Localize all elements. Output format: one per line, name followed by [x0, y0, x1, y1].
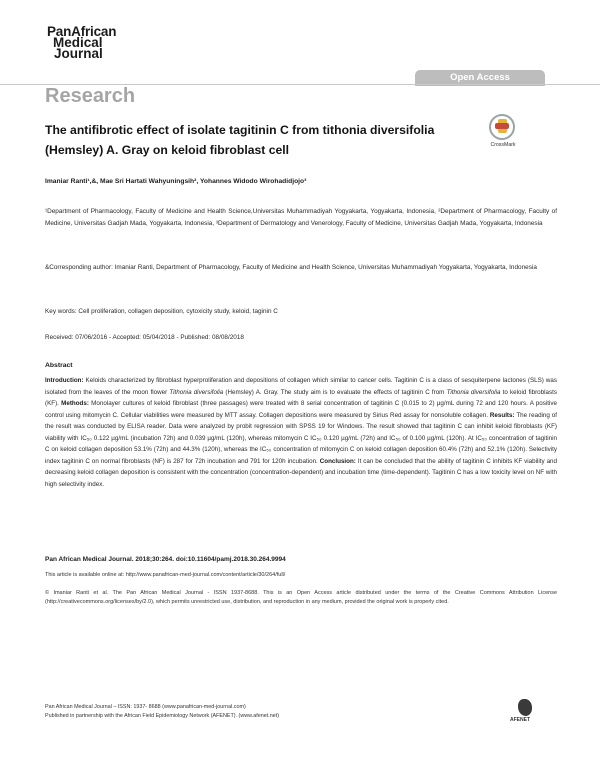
- page-footer: [45, 703, 515, 720]
- section-label: Research: [45, 85, 136, 107]
- afenet-label: AFENET: [510, 717, 530, 723]
- conclusion-label: Conclusion:: [319, 457, 356, 465]
- intro-text-b: (Hemsley) A. Gray. The study aim is to evaluate the effects of tagitinin C from: [223, 388, 447, 396]
- logo-line-2: Medical: [53, 35, 103, 50]
- afenet-logo: [510, 699, 560, 723]
- africa-map-icon: [518, 699, 532, 716]
- abstract-heading: Abstract: [45, 362, 73, 369]
- footer-issn: Pan African Medical Journal – ISSN: 1937- 8688 (www.panafrican-med-journal.com): [45, 704, 246, 710]
- available-online[interactable]: This article is available online at: http://www.panafrican-med-journal.com/content/article/30/264/full/: [45, 572, 286, 578]
- abstract-body: [45, 375, 557, 490]
- methods-text: Monolayer cultures of keloid fibroblast (three passages) were treated with 8 serial concentration of tagitinin C (0.015 to 2) µg/mL during 72 and 120 hours. A positive control using mitomycin C. Cellular viabilities were measured by MTT assay. Collagen depositions were measured by Sirius Red assay for nonsoluble collagen.: [45, 400, 557, 419]
- keywords: Key words: Cell proliferation, collagen deposition, cytoxicity study, keloid, taginin C: [45, 308, 278, 315]
- species-name-2: Tithonia diversifolia: [446, 388, 501, 396]
- corresponding-author: &Corresponding author: Imaniar Ranti, Department of Pharmacology, Faculty of Medicine and Health Science, Universitas Muhammadiyah Yogyakarta, Yogyakarta, Indonesia: [45, 264, 537, 271]
- results-text: The reading of the result was conducted by ELISA reader. Data were analyzed by probit regression with SPSS 19 for Windows. The result showed that tagitinin C can inhibit keloid fibroblasts (KF) viability with IC₅₀ 0.122 µg/mL (incubation 72h) and 0.039 µg/mL (120h), whereas mitomycin C IC₅₀ 0.120 µg/mL (72h) and IC₅₀ of 0.100 µg/mL (120h). At IC₅₀ concentration of tagitinin C on keloid collagen deposition 53.1% (72h) and 44.3% (120h), whereas the IC₅₀ concentration of mitomycin C on keloid collagen deposition 60.4% (72h) and 52.1% (120h). Selectivity index tagitinin C on normal fibroblasts (NF) is 287 for 72h incubation and 791 for 120h incubation.: [45, 411, 557, 465]
- publication-dates: Received: 07/06/2016 - Accepted: 05/04/2018 - Published: 08/08/2018: [45, 334, 244, 341]
- intro-text-a: Keloids characterized by fibroblast hyperproliferation and depositions of collagen which similar to cancer cells. Tagitinin C is a class of sesquiterpene lactones (SLS) was isolated from the leaves of the moon flower: [45, 377, 557, 396]
- open-access-label: Open Access: [450, 72, 510, 83]
- crossmark-label: CrossMark: [490, 142, 516, 148]
- footer-partnership: Published in partnership with the African Field Epidemiology Network (AFENET). (www.afenet.net): [45, 712, 279, 719]
- journal-reference: Pan African Medical Journal. 2018;30:264. doi:10.11604/pamj.2018.30.264.9994: [45, 556, 286, 563]
- logo-line-3: Journal: [54, 46, 103, 61]
- intro-text-c: to keloid fibroblasts (KF).: [45, 388, 557, 407]
- crossmark-icon: [489, 114, 515, 140]
- logo-line-1: PanAfrican: [47, 24, 117, 39]
- methods-label: Methods:: [61, 400, 89, 407]
- author-list: Imaniar Ranti¹,&, Mae Sri Hartati Wahyuningsih², Yohannes Widodo Wirohadidjojo³: [45, 178, 307, 185]
- crossmark-badge[interactable]: [485, 114, 521, 148]
- affiliations: ¹Department of Pharmacology, Faculty of Medicine and Health Science,Universitas Muhammadiyah Yogyakarta, Yogyakarta, Indonesia, ²Department of Pharmacology, Faculty of Medicine, Universitas Gadjah Mada, Yogyakarta, Indonesia, ³Department of Dermatology and Venerology, Faculty of Medicine, Universitas Gadjah Mada, Yogyakarta, Indonesia: [45, 208, 557, 227]
- copyright-notice: © Imaniar Ranti et al. The Pan African Medical Journal - ISSN 1937-8688. This is an Open Access article distributed under the terms of the Creative Commons Attribution License (http://creativecommons.org/licenses/by/2.0), which permits unrestricted use, distribution, and reproduction in any medium, provided the original work is properly cited.: [45, 590, 557, 605]
- article-title: The antifibrotic effect of isolate tagitinin C from tithonia diversifolia (Hemsley) A. Gray on keloid fibroblast cell: [45, 123, 435, 157]
- intro-label: Introduction:: [45, 377, 84, 384]
- results-label: Results:: [489, 411, 515, 419]
- species-name: Tithonia diversifolia: [169, 388, 224, 396]
- journal-logo: [47, 26, 177, 59]
- conclusion-text: It can be concluded that the ability of tagitinin C inhibits KF viability and decreasing keloid collagen deposition is consistent with the concentration (concentration-dependent) and incubation time (time-dependent). Tagitinin C has a low toxicity level on NF with high selectivity index.: [45, 457, 558, 488]
